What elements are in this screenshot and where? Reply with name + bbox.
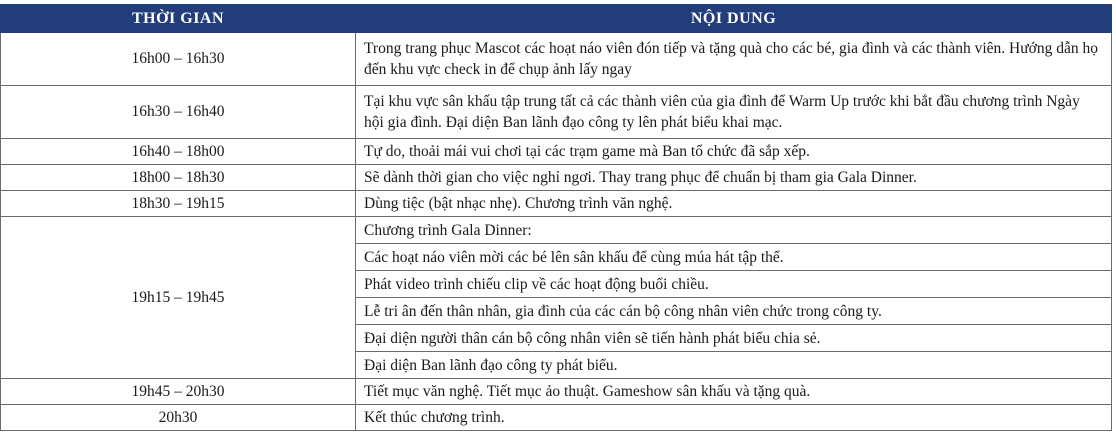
header-row [1, 5, 1112, 33]
content-cell: Chương trình Gala Dinner: [356, 217, 1112, 244]
content-cell: Sẽ dành thời gian cho việc nghỉ ngơi. Thay trang phục để chuẩn bị tham gia Gala Dinner. [356, 165, 1112, 191]
time-cell: 16h00 – 16h30 [1, 33, 356, 86]
time-cell: 16h30 – 16h40 [1, 86, 356, 139]
table-row [1, 405, 1112, 431]
content-cell: Kết thúc chương trình. [356, 405, 1112, 431]
table-row [1, 191, 1112, 217]
table-row [1, 165, 1112, 191]
content-cell: Tiết mục văn nghệ. Tiết mục ảo thuật. Gameshow sân khấu và tặng quà. [356, 379, 1112, 405]
content-cell: Trong trang phục Mascot các hoạt náo viên đón tiếp và tặng quà cho các bé, gia đình và các thành viên. Hướng dẫn họ đến khu vực check in để chụp ảnh lấy ngay [356, 33, 1112, 86]
table-row [1, 86, 1112, 139]
content-cell: Phát video trình chiếu clip về các hoạt động buổi chiều. [356, 271, 1112, 298]
content-cell: Dùng tiệc (bật nhạc nhẹ). Chương trình văn nghệ. [356, 191, 1112, 217]
table-row [1, 379, 1112, 405]
time-cell: 20h30 [1, 405, 356, 431]
content-cell: Tự do, thoải mái vui chơi tại các trạm game mà Ban tổ chức đã sắp xếp. [356, 139, 1112, 165]
content-cell: Tại khu vực sân khấu tập trung tất cả các thành viên của gia đình để Warm Up trước khi bắt đầu chương trình Ngày hội gia đình. Đại diện Ban lãnh đạo công ty lên phát biểu khai mạc. [356, 86, 1112, 139]
time-cell: 18h00 – 18h30 [1, 165, 356, 191]
content-cell: Đại diện Ban lãnh đạo công ty phát biểu. [356, 352, 1112, 379]
time-cell: 19h45 – 20h30 [1, 379, 356, 405]
content-cell: Lễ tri ân đến thân nhân, gia đình của các cán bộ công nhân viên chức trong công ty. [356, 298, 1112, 325]
table-row [1, 139, 1112, 165]
table-row [1, 33, 1112, 86]
time-cell: 18h30 – 19h15 [1, 191, 356, 217]
header-time: THỜI GIAN [1, 5, 356, 33]
header-content: NỘI DUNG [356, 5, 1112, 33]
time-cell: 19h15 – 19h45 [1, 217, 356, 379]
schedule-table [0, 4, 1112, 431]
content-cell: Các hoạt náo viên mời các bé lên sân khấu để cùng múa hát tập thể. [356, 244, 1112, 271]
table-row [1, 217, 1112, 244]
content-cell: Đại diện người thân cán bộ công nhân viên sẽ tiến hành phát biểu chia sẻ. [356, 325, 1112, 352]
time-cell: 16h40 – 18h00 [1, 139, 356, 165]
